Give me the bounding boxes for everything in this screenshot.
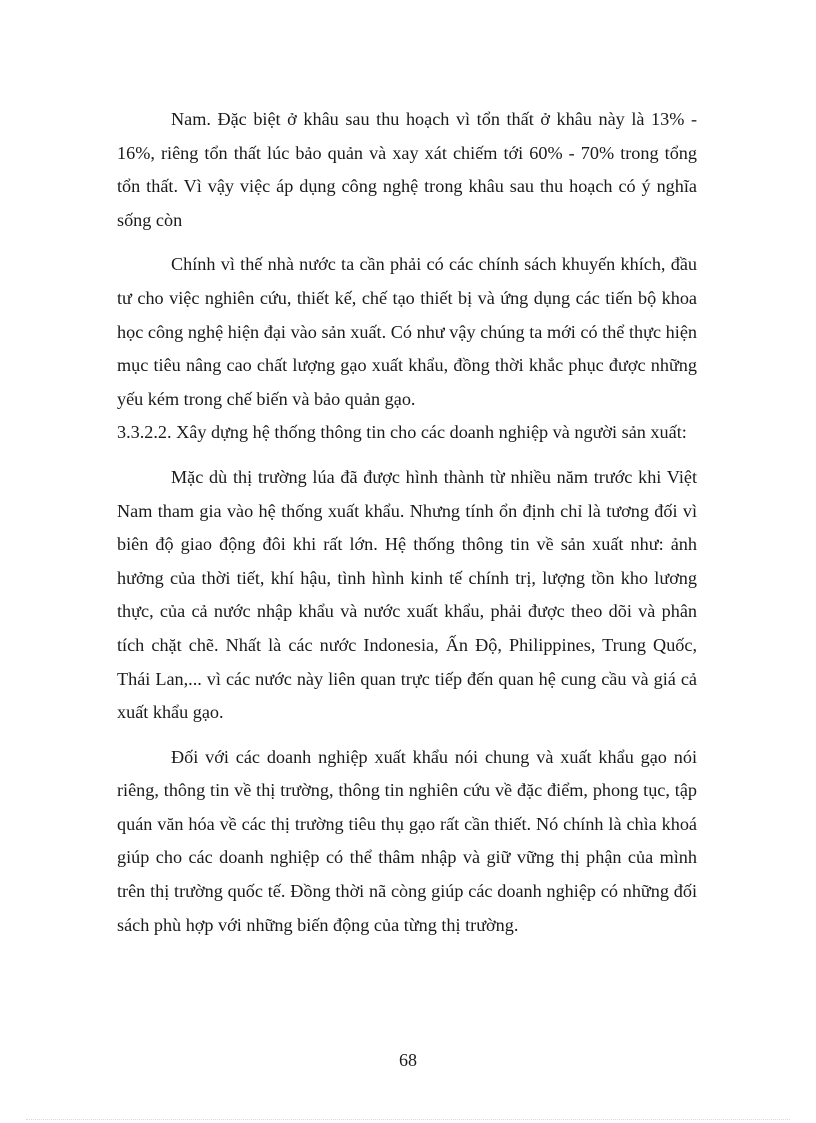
page-bottom-divider (26, 1119, 790, 1120)
page-number: 68 (399, 1050, 417, 1070)
paragraph-state-policy: Chính vì thế nhà nước ta cần phải có các chính sách khuyến khích, đầu tư cho việc nghiên cứu, thiết kế, chế tạo thiết bị và ứng dụng các tiến bộ khoa học công nghệ hiện đại vào sản xuất. Có như vậy chúng ta mới có thể thực hiện mục tiêu nâng cao chất lượng gạo xuất khẩu, đồng thời khắc phục được những yếu kém trong chế biến và bảo quản gạo. (117, 254, 697, 409)
section-heading: 3.3.2.2. Xây dựng hệ thống thông tin cho các doanh nghiệp và người sản xuất: (117, 422, 687, 443)
paragraph-enterprise-info: Đối với các doanh nghiệp xuất khẩu nói chung và xuất khẩu gạo nói riêng, thông tin về thị trường, thông tin nghiên cứu về đặc điểm, phong tục, tập quán văn hóa về các thị trường tiêu thụ gạo rất cần thiết. Nó chính là chìa khoá giúp cho các doanh nghiệp có thể thâm nhập và giữ vững thị phận của mình trên thị trường quốc tế. Đồng thời nã còng giúp các doanh nghiệp có những đối sách phù hợp với những biến động của từng thị trường. (117, 746, 697, 935)
paragraph-post-harvest: Nam. Đặc biệt ở khâu sau thu hoạch vì tổn thất ở khâu này là 13% - 16%, riêng tổn thất lúc bảo quản và xay xát chiếm tới 60% - 70% trong tổng tổn thất. Vì vậy việc áp dụng công nghệ trong khâu sau thu hoạch có ý nghĩa sống còn (117, 109, 697, 230)
paragraph-market-info: Mặc dù thị trường lúa đã được hình thành từ nhiều năm trước khi Việt Nam tham gia vào hệ thống xuất khẩu. Nhưng tính ổn định chỉ là tương đối vì biên độ giao động đôi khi rất lớn. Hệ thống thông tin về sản xuất như: ảnh hưởng của thời tiết, khí hậu, tình hình kinh tế chính trị, lượng tồn kho lương thực, của cả nước nhập khẩu và nước xuất khẩu, phải được theo dõi và phân tích chặt chẽ. Nhất là các nước Indonesia, Ấn Độ, Philippines, Trung Quốc, Thái Lan,... vì các nước này liên quan trực tiếp đến quan hệ cung cầu và giá cả xuất khẩu gạo. (117, 466, 697, 723)
page-body (117, 103, 697, 942)
